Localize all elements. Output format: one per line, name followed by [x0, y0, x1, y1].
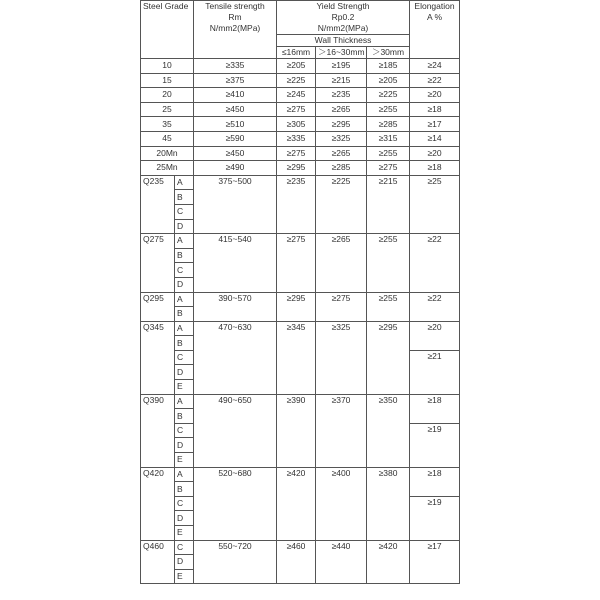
yield-cell: ≥225: [277, 73, 316, 88]
grade-cell: Q420: [141, 467, 175, 540]
quality-class-cell: B: [175, 190, 194, 205]
yield-cell: ≥275: [316, 292, 367, 321]
table-row: [141, 88, 460, 103]
quality-class-cell: A: [175, 175, 194, 190]
yield-cell: ≥235: [316, 88, 367, 103]
quality-class-cell: D: [175, 277, 194, 292]
yield-cell: ≥295: [277, 292, 316, 321]
tensile-cell: 470~630: [194, 321, 277, 394]
quality-class-cell: D: [175, 438, 194, 453]
yield-cell: ≥275: [367, 161, 410, 176]
yield-cell: ≥325: [316, 131, 367, 146]
elongation-cell: ≥21: [410, 350, 460, 394]
yield-cell: ≥185: [367, 59, 410, 74]
quality-class-cell: B: [175, 248, 194, 263]
yield-cell: ≥400: [316, 467, 367, 540]
grade-cell: 20Mn: [141, 146, 194, 161]
yield-cell: ≥275: [277, 102, 316, 117]
elongation-cell: ≥17: [410, 117, 460, 132]
yield-cell: ≥335: [277, 131, 316, 146]
header-elongation: [410, 1, 460, 59]
table-row: [141, 234, 460, 249]
yield-cell: ≥420: [367, 540, 410, 584]
yield-cell: ≥255: [367, 102, 410, 117]
tensile-cell: ≥590: [194, 131, 277, 146]
yield-cell: ≥255: [367, 146, 410, 161]
table-row: [141, 102, 460, 117]
quality-class-cell: D: [175, 219, 194, 234]
yield-cell: ≥275: [277, 234, 316, 292]
yield-cell: ≥265: [316, 146, 367, 161]
tensile-cell: 490~650: [194, 394, 277, 467]
yield-cell: ≥205: [277, 59, 316, 74]
elongation-cell: ≥24: [410, 59, 460, 74]
quality-class-cell: B: [175, 482, 194, 497]
header-tensile-symbol: Rm: [228, 12, 242, 22]
tensile-cell: ≥450: [194, 146, 277, 161]
quality-class-cell: D: [175, 511, 194, 526]
table-row: [141, 117, 460, 132]
yield-cell: ≥225: [367, 88, 410, 103]
quality-class-cell: A: [175, 467, 194, 482]
header-wall-range-3: ＞30mm: [367, 47, 410, 59]
quality-class-cell: C: [175, 263, 194, 278]
elongation-cell: ≥20: [410, 321, 460, 350]
grade-cell: 20: [141, 88, 194, 103]
quality-class-cell: A: [175, 292, 194, 307]
quality-class-cell: C: [175, 496, 194, 511]
tensile-cell: ≥335: [194, 59, 277, 74]
yield-cell: ≥265: [316, 102, 367, 117]
yield-cell: ≥215: [367, 175, 410, 233]
elongation-cell: ≥19: [410, 423, 460, 467]
table-row: [141, 131, 460, 146]
tensile-cell: 375~500: [194, 175, 277, 233]
elongation-cell: ≥14: [410, 131, 460, 146]
elongation-cell: ≥19: [410, 496, 460, 540]
grade-cell: Q295: [141, 292, 175, 321]
grade-cell: 25: [141, 102, 194, 117]
table-row: [141, 146, 460, 161]
yield-cell: ≥345: [277, 321, 316, 394]
grade-cell: 35: [141, 117, 194, 132]
yield-cell: ≥205: [367, 73, 410, 88]
yield-cell: ≥390: [277, 394, 316, 467]
table-row: [141, 321, 460, 336]
grade-cell: Q235: [141, 175, 175, 233]
elongation-cell: ≥18: [410, 467, 460, 496]
elongation-cell: ≥20: [410, 88, 460, 103]
elongation-cell: ≥20: [410, 146, 460, 161]
tensile-cell: 390~570: [194, 292, 277, 321]
header-wall-thickness: Wall Thickness: [277, 35, 410, 47]
tensile-cell: ≥410: [194, 88, 277, 103]
grade-cell: 10: [141, 59, 194, 74]
table-row: [141, 175, 460, 190]
quality-class-cell: D: [175, 365, 194, 380]
tensile-cell: 550~720: [194, 540, 277, 584]
quality-class-cell: C: [175, 540, 194, 555]
quality-class-cell: E: [175, 380, 194, 395]
grade-cell: Q275: [141, 234, 175, 292]
yield-cell: ≥255: [367, 234, 410, 292]
elongation-cell: ≥22: [410, 234, 460, 292]
quality-class-cell: C: [175, 350, 194, 365]
quality-class-cell: A: [175, 394, 194, 409]
quality-class-cell: C: [175, 204, 194, 219]
grade-cell: 15: [141, 73, 194, 88]
yield-cell: ≥350: [367, 394, 410, 467]
table-row: [141, 59, 460, 74]
header-tensile-strength: [194, 1, 277, 59]
elongation-cell: ≥17: [410, 540, 460, 584]
header-yield-title: Yield Strength: [316, 1, 370, 11]
yield-cell: ≥255: [367, 292, 410, 321]
yield-cell: ≥275: [277, 146, 316, 161]
tensile-cell: ≥490: [194, 161, 277, 176]
header-tensile-title: Tensile strength: [205, 1, 265, 11]
grade-cell: 45: [141, 131, 194, 146]
yield-cell: ≥370: [316, 394, 367, 467]
elongation-cell: ≥18: [410, 394, 460, 423]
yield-cell: ≥440: [316, 540, 367, 584]
grade-cell: Q460: [141, 540, 175, 584]
yield-cell: ≥195: [316, 59, 367, 74]
yield-cell: ≥245: [277, 88, 316, 103]
yield-cell: ≥380: [367, 467, 410, 540]
tensile-cell: ≥510: [194, 117, 277, 132]
yield-cell: ≥295: [367, 321, 410, 394]
quality-class-cell: A: [175, 321, 194, 336]
quality-class-cell: A: [175, 234, 194, 249]
header-yield-unit: N/mm2(MPa): [317, 23, 369, 33]
elongation-cell: ≥25: [410, 175, 460, 233]
quality-class-cell: B: [175, 307, 194, 322]
yield-cell: ≥285: [367, 117, 410, 132]
yield-cell: ≥235: [277, 175, 316, 233]
steel-properties-table: [140, 0, 460, 584]
quality-class-cell: D: [175, 555, 194, 570]
table-row: [141, 467, 460, 482]
header-wall-range-1: ≤16mm: [277, 47, 316, 59]
header-steel-grade: Steel Grade: [141, 1, 194, 59]
quality-class-cell: C: [175, 423, 194, 438]
grade-cell: Q345: [141, 321, 175, 394]
header-yield-symbol: Rp0.2: [331, 12, 355, 22]
quality-class-cell: E: [175, 526, 194, 541]
header-elongation-title: Elongation: [414, 1, 455, 11]
yield-cell: ≥225: [316, 175, 367, 233]
table-row: [141, 292, 460, 307]
header-tensile-unit: N/mm2(MPa): [209, 23, 261, 33]
quality-class-cell: B: [175, 336, 194, 351]
yield-cell: ≥305: [277, 117, 316, 132]
elongation-cell: ≥22: [410, 292, 460, 321]
table-row: [141, 394, 460, 409]
tensile-cell: ≥375: [194, 73, 277, 88]
elongation-cell: ≥22: [410, 73, 460, 88]
header-elongation-unit: A %: [426, 12, 443, 22]
tensile-cell: 520~680: [194, 467, 277, 540]
header-yield-strength: [277, 1, 410, 35]
yield-cell: ≥295: [277, 161, 316, 176]
grade-cell: Q390: [141, 394, 175, 467]
yield-cell: ≥265: [316, 234, 367, 292]
table-row: [141, 73, 460, 88]
yield-cell: ≥315: [367, 131, 410, 146]
yield-cell: ≥215: [316, 73, 367, 88]
elongation-cell: ≥18: [410, 161, 460, 176]
grade-cell: 25Mn: [141, 161, 194, 176]
yield-cell: ≥460: [277, 540, 316, 584]
quality-class-cell: E: [175, 453, 194, 468]
table-row: [141, 161, 460, 176]
quality-class-cell: B: [175, 409, 194, 424]
elongation-cell: ≥18: [410, 102, 460, 117]
tensile-cell: 415~540: [194, 234, 277, 292]
yield-cell: ≥420: [277, 467, 316, 540]
yield-cell: ≥295: [316, 117, 367, 132]
yield-cell: ≥285: [316, 161, 367, 176]
table-row: [141, 540, 460, 555]
header-wall-range-2: ＞16~30mm: [316, 47, 367, 59]
tensile-cell: ≥450: [194, 102, 277, 117]
quality-class-cell: E: [175, 569, 194, 584]
yield-cell: ≥325: [316, 321, 367, 394]
